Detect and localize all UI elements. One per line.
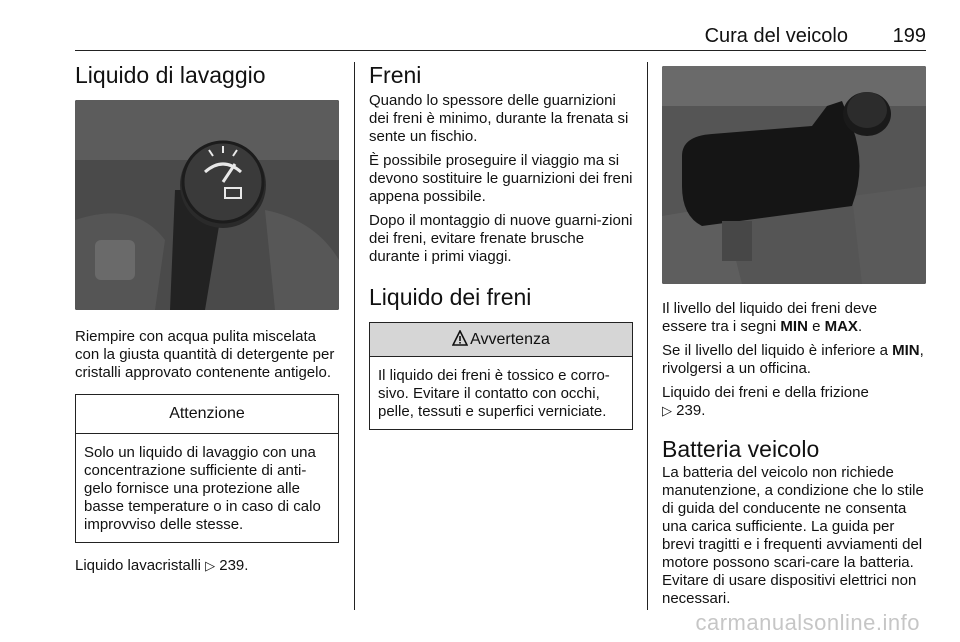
brakes-paragraph-3: Dopo il montaggio di nuove guarni-zioni dei freni, evitare frenate brusche durante i primi viaggi.	[369, 212, 633, 265]
battery-text: La batteria del veicolo non richiede manutenzione, a condizione che lo stile di guida del conducente ne consenta una carica sufficiente. La guida per brevi tragitti e i frequenti avviamenti del motore possono scari-care la batteria. Evitare di usare dispositivi elettrici non necessari.	[662, 464, 924, 607]
notice-box	[75, 394, 339, 543]
section-title: Cura del veicolo	[704, 25, 848, 47]
brake-fluid-reservoir-photo	[662, 66, 926, 284]
page-number: 199	[892, 25, 926, 47]
warning-title: Avvertenza	[470, 331, 550, 348]
warning-text: Il liquido dei freni è tossico e corro-sivo. Evitare il contatto con occhi, pelle, tessuti e superfici verniciate.	[378, 367, 610, 420]
battery-heading: Batteria veicolo	[662, 436, 820, 462]
brakes-paragraph-2: È possibile proseguire il viaggio ma si devono sostituire le guarnizioni dei freni appena possibile.	[369, 152, 633, 205]
min-mark: MIN	[780, 318, 808, 335]
washer-reference	[75, 557, 339, 575]
warning-icon	[452, 330, 468, 346]
min-mark-2: MIN	[892, 342, 920, 359]
column-divider	[354, 62, 355, 610]
page-header	[75, 22, 926, 51]
brake-fluid-heading: Liquido dei freni	[369, 284, 532, 310]
brake-fluid-level-text: Il livello del liquido dei freni deve essere tra i segni MIN e MAX.	[662, 300, 878, 335]
washer-heading: Liquido di lavaggio	[75, 62, 266, 88]
warning-header	[370, 323, 632, 357]
brakes-paragraph-1: Quando lo spessore delle guarnizioni dei freni è minimo, durante la frenata si sente un fischio.	[369, 92, 629, 145]
brake-fluid-reference	[662, 384, 926, 420]
page-ref-arrow-icon: ▷	[662, 403, 672, 418]
column-divider	[647, 62, 648, 610]
brakes-heading: Freni	[369, 62, 422, 88]
washer-reservoir-photo	[75, 100, 339, 310]
column-brake-fluid-level	[662, 60, 926, 614]
brake-ref-text: Liquido dei freni e della frizione	[662, 384, 869, 401]
page-ref-arrow-icon: ▷	[205, 558, 216, 573]
column-washer-fluid	[75, 60, 339, 581]
watermark: carmanualsonline.info	[695, 610, 920, 635]
washer-ref-text: Liquido lavacristalli	[75, 557, 201, 574]
brake-fluid-low-text: Se il livello del liquido è inferiore a MIN, rivolgersi a un officina.	[662, 342, 924, 377]
washer-intro-text: Riempire con acqua pulita miscelata con la giusta quantità di detergente per cristalli approvato contenente antigelo.	[75, 328, 335, 381]
max-mark: MAX	[824, 318, 858, 335]
washer-ref-page[interactable]: 239.	[219, 557, 249, 574]
warning-box	[369, 322, 633, 430]
notice-title: Attenzione	[76, 395, 338, 434]
column-brakes	[369, 60, 633, 430]
notice-text: Solo un liquido di lavaggio con una concentrazione sufficiente di anti-gelo fornisce una protezione alle basse temperature o in caso di calo improvviso delle stesse.	[84, 444, 321, 533]
brake-ref-page[interactable]: 239.	[676, 402, 706, 419]
